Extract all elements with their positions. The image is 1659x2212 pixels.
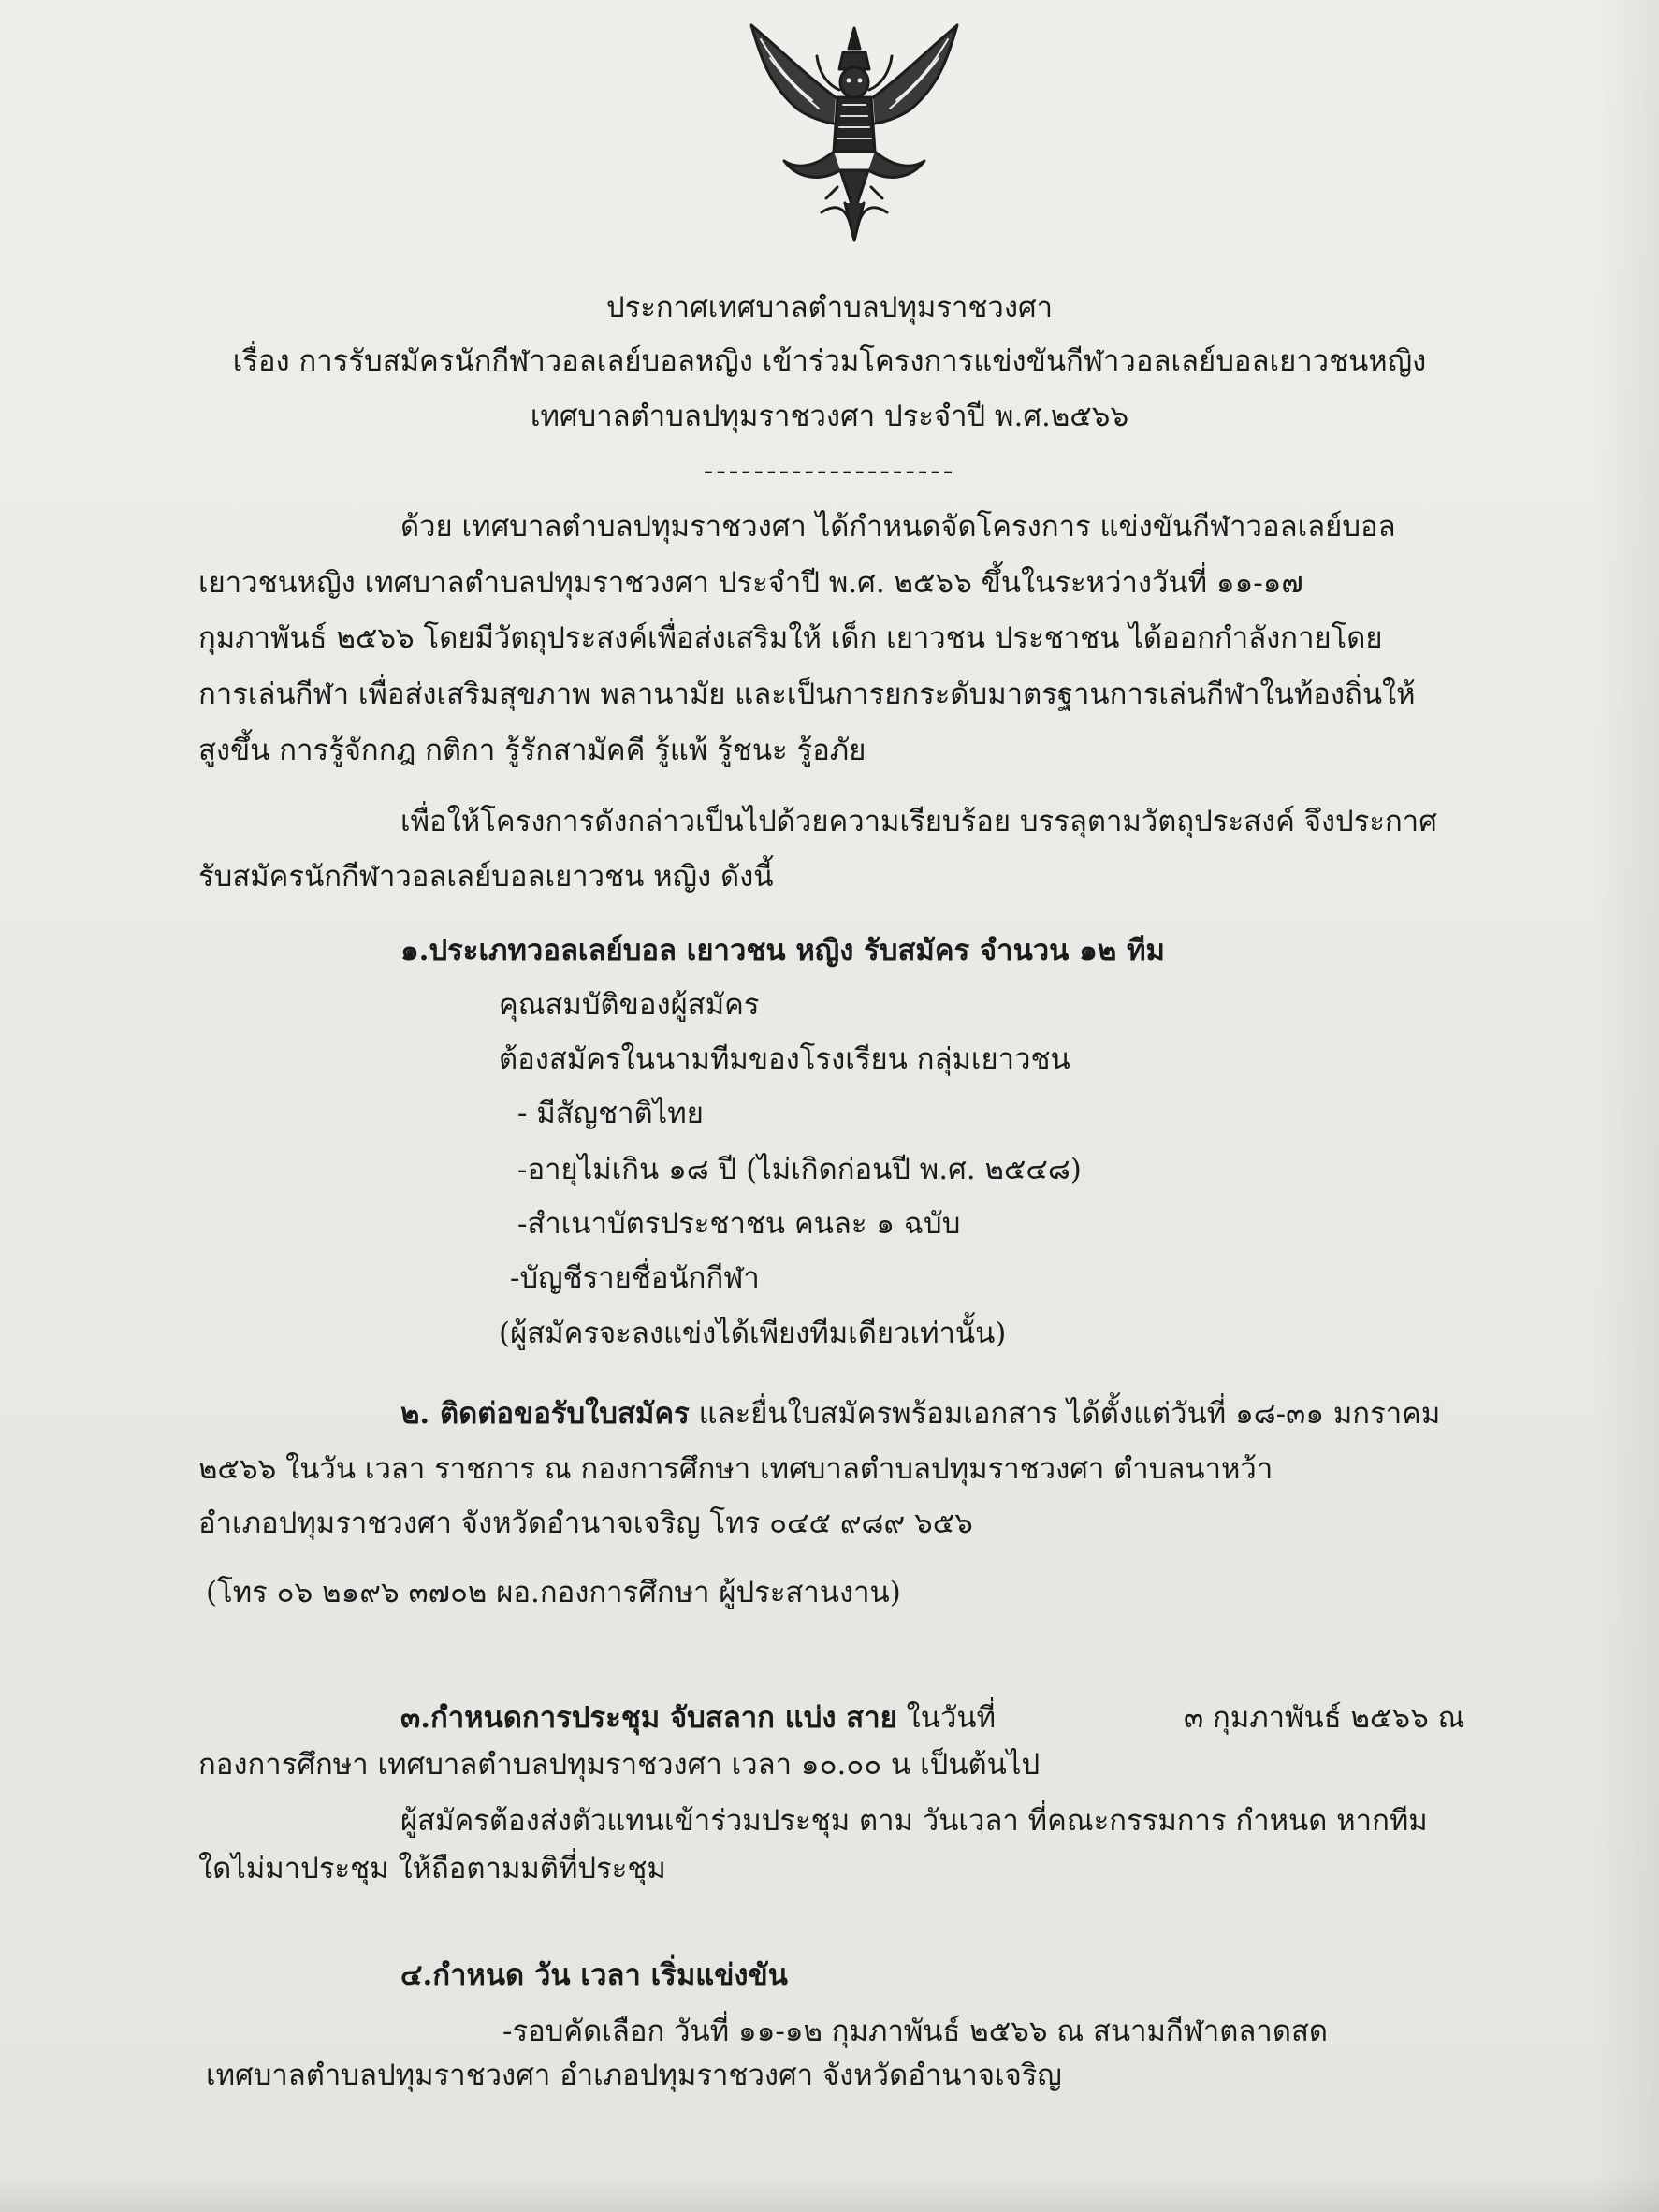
section-3-heading: ๓.กำหนดการประชุม จับสลาก แบ่ง สาย	[400, 1701, 897, 1735]
qualifications-title: คุณสมบัติของผู้สมัคร	[499, 988, 760, 1022]
intro-line-1: ด้วย เทศบาลตำบลปทุมราชวงศา ได้กำหนดจัดโครงการ แข่งขันกีฬาวอลเลย์บอล	[400, 510, 1396, 544]
register-note: ต้องสมัครในนามทีมของโรงเรียน กลุ่มเยาวชน	[499, 1042, 1070, 1076]
garuda-emblem-icon	[733, 11, 976, 250]
qualification-item: -อายุไม่เกิน ๑๘ ปี (ไม่เกิดก่อนปี พ.ศ. ๒๕๔๘)	[517, 1153, 1082, 1186]
announcement-title: ประกาศเทศบาลตำบลปทุมราชวงศา	[605, 291, 1054, 325]
section-1-heading: ๑.ประเภทวอลเลย์บอล เยาวชน หญิง รับสมัคร จำนวน ๑๒ ทีม	[400, 934, 1165, 968]
section-4-heading: ๔.กำหนด วัน เวลา เริ่มแข่งขัน	[400, 1958, 788, 1992]
section-4-line-1: -รอบคัดเลือก วันที่ ๑๑-๑๒ กุมภาพันธ์ ๒๕๖๖ ณ สนามกีฬาตลาดสด	[502, 2015, 1329, 2048]
intro-line-5: สูงขึ้น การรู้จักกฎ กติกา รู้รักสามัคคี รู้แพ้ รู้ชนะ รู้อภัย	[198, 734, 866, 767]
purpose-line-2: รับสมัครนักกีฬาวอลเลย์บอลเยาวชน หญิง ดังนี้	[198, 860, 774, 894]
section-3-line-1	[400, 1697, 996, 1739]
section-2-line-1-rest: และยื่นใบสมัครพร้อมเอกสาร ได้ตั้งแต่วันที่ ๑๘-๓๑ มกราคม	[689, 1397, 1441, 1431]
section-3-date: ๓ กุมภาพันธ์ ๒๕๖๖ ณ	[1184, 1701, 1465, 1735]
section-3-line-3: ผู้สมัครต้องส่งตัวแทนเข้าร่วมประชุม ตาม วันเวลา ที่คณะกรรมการ กำหนด หากทีม	[400, 1804, 1428, 1838]
section-3-on-date: ในวันที่	[896, 1701, 997, 1735]
separator-dashes: --------------------	[703, 454, 956, 488]
intro-line-2: เยาวชนหญิง เทศบาลตำบลปทุมราชวงศา ประจำปี พ.ศ. ๒๕๖๖ ขึ้นในระหว่างวันที่ ๑๑-๑๗	[198, 566, 1303, 600]
section-3-line-4: ใดไม่มาประชุม ให้ถือตามมติที่ประชุม	[198, 1852, 666, 1885]
coordinator-phone: (โทร ๐๖ ๒๑๙๖ ๓๗๐๒ ผอ.กองการศึกษา ผู้ประสานงาน)	[206, 1576, 901, 1609]
section-2-line-1	[400, 1393, 1440, 1434]
paper-bottom-edge	[0, 2175, 1659, 2212]
paper-shadow	[1594, 0, 1659, 2212]
section-2-line-3: อำเภอปทุมราชวงศา จังหวัดอำนาจเจริญ โทร ๐๔๕ ๙๘๙ ๖๕๖	[198, 1506, 973, 1540]
qualification-item: - มีสัญชาติไทย	[517, 1097, 704, 1130]
intro-line-3: กุมภาพันธ์ ๒๕๖๖ โดยมีวัตถุประสงค์เพื่อส่งเสริมให้ เด็ก เยาวชน ประชาชน ได้ออกกำลังกายโดย	[198, 621, 1383, 655]
section-4-line-2: เทศบาลตำบลปทุมราชวงศา อำเภอปทุมราชวงศา จังหวัดอำนาจเจริญ	[206, 2059, 1062, 2092]
announcement-subject: เรื่อง การรับสมัครนักกีฬาวอลเลย์บอลหญิง เข้าร่วมโครงการแข่งขันกีฬาวอลเลย์บอลเยาวชนหญิง	[232, 344, 1427, 378]
purpose-line-1: เพื่อให้โครงการดังกล่าวเป็นไปด้วยความเรียบร้อย บรรลุตามวัตถุประสงค์ จึงประกาศ	[400, 805, 1437, 838]
section-2-line-2: ๒๕๖๖ ในวัน เวลา ราชการ ณ กองการศึกษา เทศบาลตำบลปทุมราชวงศา ตำบลนาหว้า	[198, 1452, 1273, 1486]
section-3-line-2: กองการศึกษา เทศบาลตำบลปทุมราชวงศา เวลา ๑๐.๐๐ น เป็นต้นไป	[198, 1748, 1041, 1782]
section-2-heading: ๒. ติดต่อขอรับใบสมัคร	[400, 1397, 690, 1431]
announcement-subject-line2: เทศบาลตำบลปทุมราชวงศา ประจำปี พ.ศ.๒๕๖๖	[530, 400, 1129, 433]
single-team-note: (ผู้สมัครจะลงแข่งได้เพียงทีมเดียวเท่านั้น)	[499, 1317, 1007, 1350]
intro-line-4: การเล่นกีฬา เพื่อส่งเสริมสุขภาพ พลานามัย และเป็นการยกระดับมาตรฐานการเล่นกีฬาในท้องถิ่นให้	[198, 677, 1416, 711]
qualification-item: -สำเนาบัตรประชาชน คนละ ๑ ฉบับ	[517, 1207, 961, 1241]
qualification-item: -บัญชีรายชื่อนักกีฬา	[510, 1261, 760, 1295]
